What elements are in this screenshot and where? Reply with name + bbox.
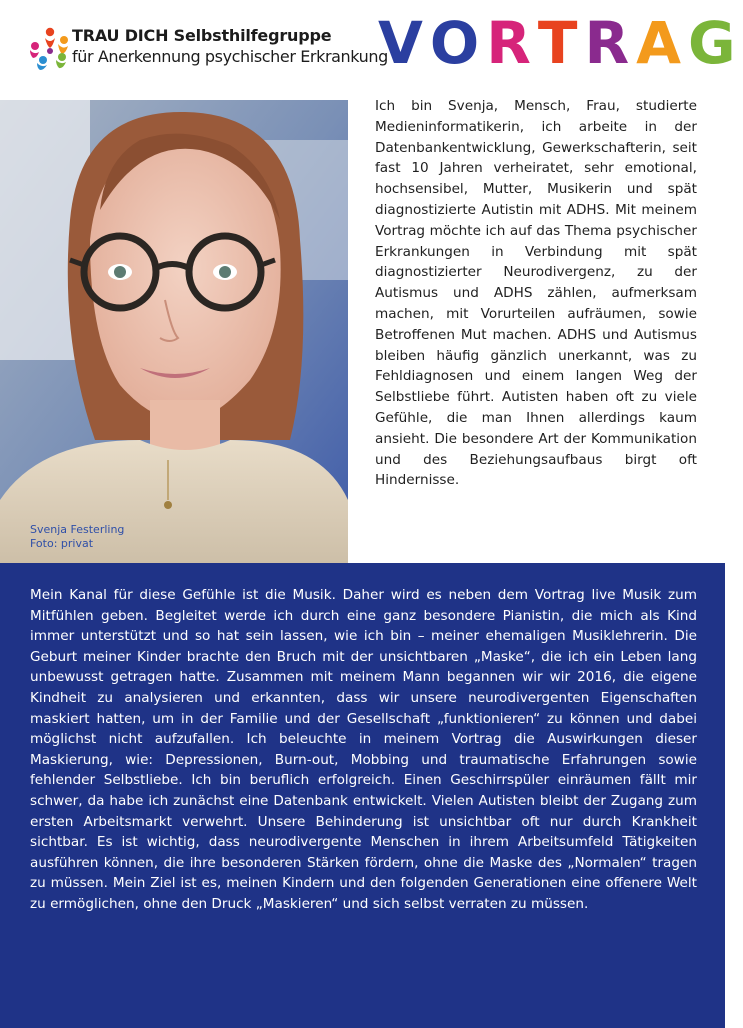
headline-letter: G <box>688 9 743 77</box>
org-subtitle: für Anerkennung psychischer Erkrankung <box>72 47 388 66</box>
caption-credit: Foto: privat <box>30 537 94 550</box>
headline-letter: R <box>584 9 637 77</box>
headline-letter: A <box>636 9 689 77</box>
headline-letter: O <box>429 9 487 77</box>
intro-paragraph: Ich bin Svenja, Mensch, Frau, studierte Medieninformatikerin, ich arbeite in der Datenbankentwicklung, Gewerkschafterin, seit fast 10 Jahren verheiratet, sehr emotional, hochsensibel, Mutter, Musikerin und spät diagnostizierte Autistin mit ADHS. Mit meinem Vortrag möchte ich auf das Thema psychischer Erkrankungen in Verbindung mit spät diagnostizierter Neurodivergenz, zu der Autismus und ADHS zählen, aufmerksam machen, mit Vorurteilen aufräumen, sowie Betroffenen Mut machen. ADHS und Autismus bleiben häufig gänzlich unerkannt, was zu Fehldiagnosen und einem langen Weg der Selbstliebe führt. Autisten haben oft zu viele Gefühle, die man Ihnen allerdings kaum ansieht. Die besondere Art der Kommunikation und des Beziehungsaufbaus birgt oft Hindernisse. <box>375 98 697 489</box>
org-name: TRAU DICH Selbsthilfegruppe <box>72 26 332 45</box>
people-circle-logo-icon <box>28 24 72 70</box>
portrait-photo <box>0 100 348 563</box>
headline-letter: T <box>537 9 585 77</box>
header <box>0 0 743 100</box>
main-paragraph: Mein Kanal für diese Gefühle ist die Musik. Daher wird es neben dem Vortrag live Musik zum Mitfühlen geben. Begleitet werde ich durch eine ganz besondere Pianistin, die mich als Kind immer unterstützt und so hat sein lassen, wie ich bin – meiner ehemaligen Musiklehrerin. Die Geburt meiner Kinder brachte den Bruch mit der unsichtbaren „Maske“, die ich ein Leben lang unbewusst getragen hatte. Zusammen mit meinem Mann begannen wir wir 2016, die eigene Kindheit zu analysieren und erkannten, dass wir unsere neurodivergenten Eigenschaften maskiert hatten, um in der Familie und der Gesellschaft „funktionieren“ zu können und dabei möglichst nicht aufzufallen. Ich beleuchte in meinem Vortrag die Auswirkungen dieser Maskierung, wie: Depressionen, Burn-out, Mobbing und traumatische Erfahrungen sowie fehlender Selbstliebe. Ich bin beruflich erfolgreich. Einen Geschirrspüler einräumen fällt mir schwer, da habe ich zunächst eine Datenbank entwickelt. Vielen Autisten bleibt der Zugang zum ersten Arbeitsmarkt verwehrt. Unsere Behinderung ist unsichtbar oft nur durch Krankheit sichtbar. Es ist wichtig, dass neurodivergente Menschen in ihrem Arbeitsumfeld Tätigkeiten ausführen können, die ihre besonderen Stärken fördern, ohne die Maske des „Normalen“ tragen zu müssen. Mein Ziel ist es, meinen Kindern und den folgenden Generationen eine offenere Welt zu ermöglichen, ohne den Druck „Maskieren“ und sich selbst verraten zu müssen. <box>30 587 697 912</box>
headline-letter: V <box>378 9 430 77</box>
headline-letter: R <box>486 9 538 77</box>
headline-vortrag <box>378 9 743 77</box>
photo-caption <box>30 523 124 551</box>
caption-name: Svenja Festerling <box>30 523 125 536</box>
